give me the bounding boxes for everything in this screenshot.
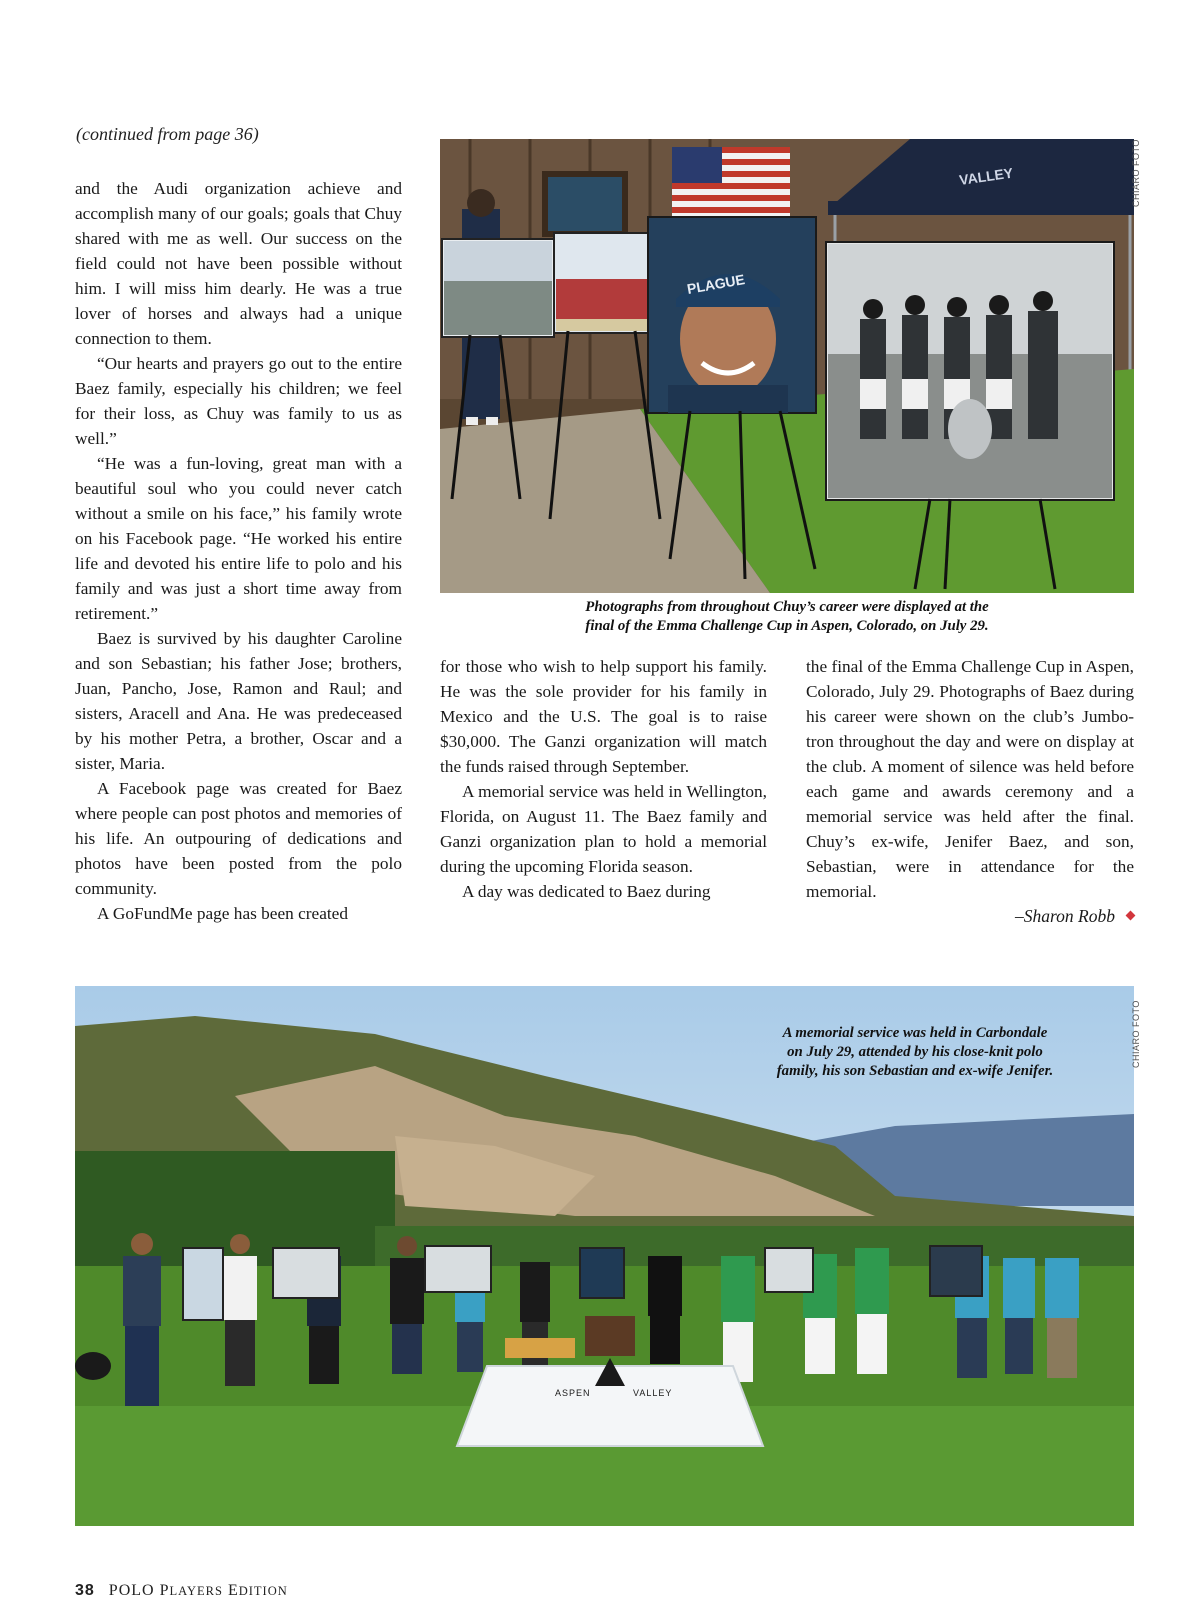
photo-credit-top: CHIARO FOTO [1131,139,1141,207]
continued-note: (continued from page 36) [76,124,259,144]
tent-label: VALLEY [958,164,1015,188]
article-column-2 [440,654,767,904]
publication-name-e: E [227,1582,239,1599]
caption-bottom [735,1024,1095,1081]
caption-line: family, his son Sebastian and ex-wife Jenifer. [776,1063,1054,1079]
caption-line: on July 29, attended by his close-knit polo [787,1044,1043,1060]
caption-top [440,598,1134,636]
page-number: 38 [75,1582,95,1599]
paragraph: “Our hearts and prayers go out to the entire Baez family, especially his children; we feel for their loss, as Chuy was family to us as well.” [75,354,402,448]
paragraph: the final of the Emma Challenge Cup in Aspen, Colorado, July 29. Photographs of Baez during his career were shown on the club’s Jumbo-tron throughout the day and were on display at the club. A moment of silence was held before each game and awards ceremony and a memorial service was held after the final. Chuy’s ex-wife, Jenifer Baez, and son, Sebastian, were in attendance for the memorial. [806,657,1134,901]
byline [806,904,1134,929]
publication-name-layers: LAYERS [169,1584,223,1598]
caption-line: A memorial service was held in Carbondale [782,1025,1048,1041]
photo-career-display [440,139,1134,593]
author-name: –Sharon Robb [1015,906,1115,926]
article-column-1 [75,176,402,926]
table-banner-left: ASPEN [555,1388,591,1398]
end-mark-icon [1126,911,1136,921]
paragraph: A GoFundMe page has been created [97,904,348,923]
publication-name-p: P [159,1582,170,1599]
caption-line: Photographs from throughout Chuy’s career were displayed at the [585,599,989,615]
paragraph: and the Audi organization achieve and accomplish many of our goals; goals that Chuy shared with me as well. Our success on the field could not have been possible without him. I will miss him dearly. He was a true lover of horses and always had a unique connection to them. [75,179,402,348]
photo-memorial-service [75,986,1134,1526]
table-banner-right: VALLEY [633,1388,673,1398]
caption-line: final of the Emma Challenge Cup in Aspen, Colorado, on July 29. [585,618,989,634]
publication-name-polo: POLO [108,1582,155,1599]
page-footer [75,1582,288,1600]
cap-logo-text: PLAGUE [685,271,746,297]
paragraph: “He was a fun-loving, great man with a beautiful soul who you could never catch without a smile on his face,” his family wrote on his Facebook page. “He worked his entire life and devoted his entire life to polo and his family and was just a short time away from retirement.” [75,454,402,623]
article-column-3 [806,654,1134,929]
paragraph: A memorial service was held in Wellington, Florida, on August 11. The Baez family and Ganzi organization plan to hold a memorial during the upcoming Florida season. [440,782,767,876]
paragraph: A day was dedicated to Baez during [462,882,711,901]
photo-credit-bottom: CHIARO FOTO [1131,1000,1141,1068]
paragraph: A Facebook page was created for Baez where people can post photos and memories of his life. An outpouring of dedications and photos have been posted from the polo community. [75,779,402,898]
paragraph: for those who wish to help support his family. He was the sole provider for his family in Mexico and the U.S. The goal is to raise $30,000. The Ganzi organization will match the funds raised through September. [440,657,767,776]
publication-name-dition: DITION [238,1584,288,1598]
paragraph: Baez is survived by his daughter Caroline and son Sebastian; his father Jose; brothers, Juan, Pancho, Jose, Ramon and Raul; and sisters, Aracell and Ana. He was predeceased by his mother Petra, a brother, Oscar and a sister, Maria. [75,629,402,773]
